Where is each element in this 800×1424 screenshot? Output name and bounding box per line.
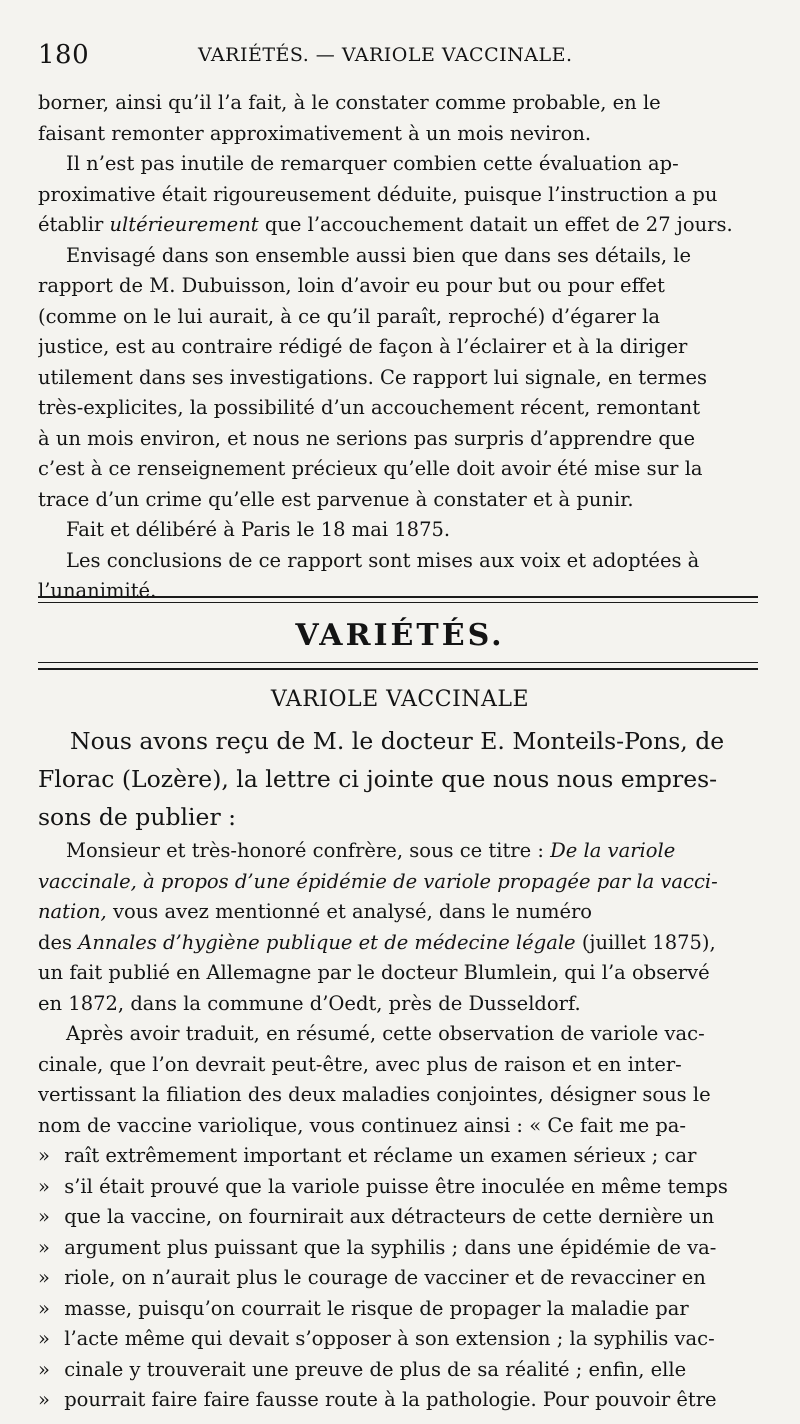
divider-rule [38, 602, 758, 603]
quote-mark: » [38, 1205, 50, 1228]
text-line: cinale, que l’on devrait peut-être, avec plus de raison et en inter- [38, 1052, 682, 1076]
text-line: Fait et délibéré à Paris le 18 mai 1875. [66, 518, 451, 541]
quote-mark: » [38, 1388, 50, 1411]
quote-line: » masse, puisqu’on courrait le risque de propager la maladie par [38, 1294, 760, 1325]
text-line: à un mois environ, et nous ne serions pas surpris d’apprendre que [38, 426, 695, 450]
text-line: des Annales d’hygiène publique et de médecine légale (juillet 1875), [38, 930, 716, 954]
quote-line: » raît extrêmement important et réclame un examen sérieux ; car [38, 1141, 760, 1172]
divider-rule [38, 668, 758, 670]
intro-paragraph [38, 722, 760, 836]
section-divider-top [38, 596, 758, 606]
article-title: VARIOLE VACCINALE [270, 687, 530, 712]
quote-mark: » [38, 1266, 50, 1289]
text-line: trace d’un crime qu’elle est parvenue à constater et à punir. [38, 487, 634, 511]
text-line: Envisagé dans son ensemble aussi bien que dans ses détails, le [66, 243, 692, 267]
page-number: 180 [38, 40, 90, 70]
text-line: Les conclusions de ce rapport sont mises aux voix et adoptées à [66, 548, 700, 572]
text-line: nation, vous avez mentionné et analysé, dans le numéro [38, 900, 593, 923]
text-line: borner, ainsi qu’il l’a fait, à le constater comme probable, en le [38, 91, 661, 114]
text-line: faisant remonter approximativement à un mois neviron. [38, 121, 592, 145]
quote-line: » pourrait faire faire fausse route à la pathologie. Pour pouvoir être [38, 1385, 760, 1416]
text-line: un fait publié en Allemagne par le docteur Blumlein, qui l’a observé [38, 961, 710, 984]
text-line: l’unanimité. [38, 579, 157, 602]
text-line: c’est à ce renseignement précieux qu’elle doit avoir été mise sur la [38, 457, 703, 480]
quote-mark: » [38, 1327, 50, 1350]
quote-line: » s’il était prouvé que la variole puisse être inoculée en même temps [38, 1172, 760, 1203]
running-header [38, 40, 768, 76]
text-line: utilement dans ses investigations. Ce rapport lui signale, en termes [38, 365, 707, 389]
quote-line: » l’acte même qui devait s’opposer à son extension ; la syphilis vac- [38, 1324, 760, 1355]
text-line: nom de vaccine variolique, vous continuez ainsi : « Ce fait me pa- [38, 1113, 687, 1137]
text-line: sons de publier : [38, 803, 237, 831]
quote-mark: » [38, 1144, 50, 1167]
letter-body [38, 836, 760, 1416]
quote-mark: » [38, 1174, 50, 1198]
text-line: vertissant la filiation des deux maladies conjointes, désigner sous le [38, 1083, 711, 1106]
quote-mark: » [38, 1296, 50, 1320]
quote-line: » cinale y trouverait une preuve de plus de sa réalité ; enfin, elle [38, 1355, 760, 1386]
quote-mark: » [38, 1235, 50, 1259]
text-line: Monsieur et très-honoré confrère, sous ce titre : De la variole [66, 839, 676, 862]
text-line: rapport de M. Dubuisson, loin d’avoir eu pour but ou pour effet [38, 274, 665, 297]
text-line: vaccinale, à propos d’une épidémie de variole propagée par la vacci- [38, 869, 718, 893]
text-line: en 1872, dans la commune d’Oedt, près de Dusseldorf. [38, 991, 581, 1015]
text-line: Après avoir traduit, en résumé, cette observation de variole vac- [66, 1022, 705, 1045]
text-line: Il n’est pas inutile de remarquer combien cette évaluation ap- [66, 152, 679, 175]
quote-line: » que la vaccine, on fournirait aux détracteurs de cette dernière un [38, 1202, 760, 1233]
text-line: très-explicites, la possibilité d’un accouchement récent, remontant [38, 396, 701, 419]
text-line: Florac (Lozère), la lettre ci jointe que nous nous empres- [38, 765, 718, 793]
text-line: Nous avons reçu de M. le docteur E. Monteils-Pons, de [70, 727, 725, 755]
quote-mark: » [38, 1357, 50, 1381]
divider-rule [38, 662, 758, 663]
quote-line: » riole, on n’aurait plus le courage de vacciner et de revacciner en [38, 1263, 760, 1294]
section-divider-bottom [38, 662, 758, 672]
text-line: établir ultérieurement que l’accouchement datait un effet de 27 jours. [38, 213, 733, 236]
text-line: justice, est au contraire rédigé de façon à l’éclairer et à la diriger [38, 335, 688, 358]
quote-line: » argument plus puissant que la syphilis ; dans une épidémie de va- [38, 1233, 760, 1264]
text-line: proximative était rigoureusement déduite, puisque l’instruction a pu [38, 182, 718, 206]
running-title: VARIÉTÉS. — VARIOLE VACCINALE. [198, 44, 573, 66]
text-line: (comme on le lui aurait, à ce qu’il paraît, reproché) d’égarer la [38, 304, 661, 328]
top-text-block [38, 88, 760, 607]
section-title: VARIÉTÉS. [295, 618, 505, 653]
divider-rule [38, 596, 758, 598]
